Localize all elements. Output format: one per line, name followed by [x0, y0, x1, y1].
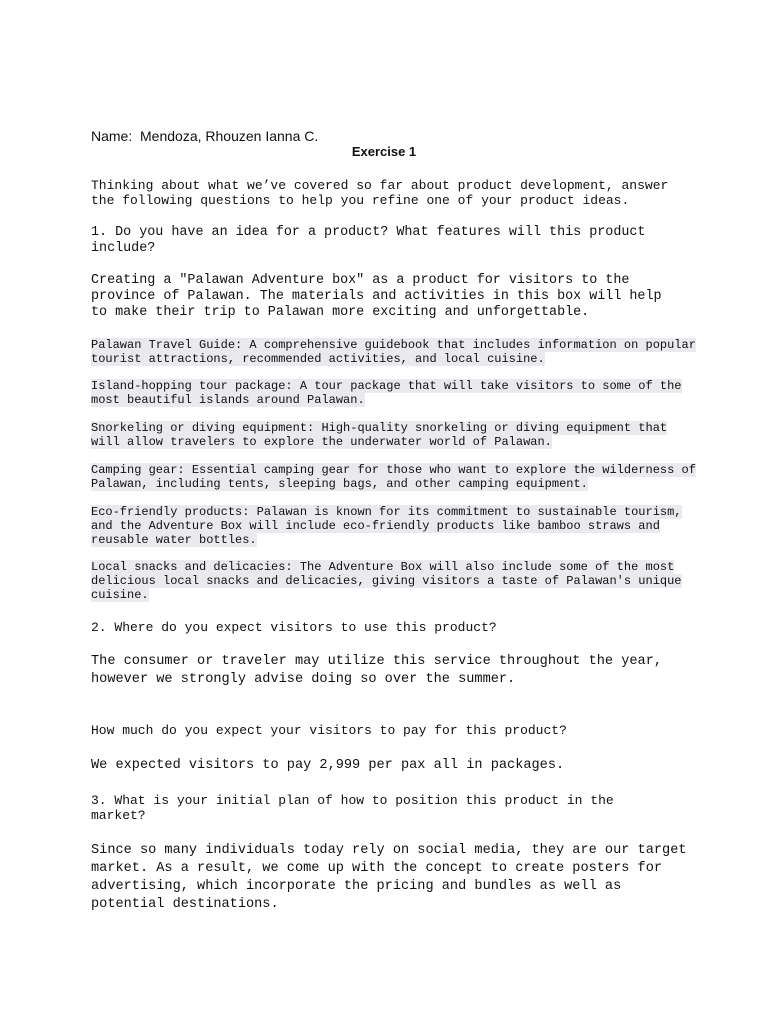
student-name: Mendoza, Rhouzen Ianna C. [140, 128, 319, 144]
exercise-title [0, 144, 768, 159]
feature-text: Camping gear: Essential camping gear for those who want to explore the wilderness of Palawan, including tents, sleeping bags, and other camping equipment. [91, 463, 696, 491]
feature-item [91, 379, 696, 407]
feature-item [91, 505, 696, 547]
feature-item [91, 560, 696, 602]
answer-2: The consumer or traveler may utilize this service throughout the year, however we strongly advise doing so over the summer. [91, 654, 663, 687]
intro-paragraph: Thinking about what we’ve covered so far about product development, answer the following questions to help you refine one of your product ideas. [91, 178, 669, 208]
question-3: 3. What is your initial plan of how to position this product in the market? [91, 793, 614, 823]
feature-text: Eco-friendly products: Palawan is known for its commitment to sustainable tourism, and the Adventure Box will include eco-friendly products like bamboo straws and reusable water bottles. [91, 505, 682, 547]
feature-text: Snorkeling or diving equipment: High-quality snorkeling or diving equipment that will allow travelers to explore the underwater world of Palawan. [91, 421, 668, 449]
price-question: How much do you expect your visitors to pay for this product? [91, 723, 567, 738]
feature-text: Palawan Travel Guide: A comprehensive guidebook that includes information on popular tourist attractions, recommended activities, and local cuisine. [91, 338, 696, 366]
feature-item [91, 338, 696, 366]
exercise-title-text: Exercise 1 [351, 144, 417, 159]
answer-1: Creating a "Palawan Adventure box" as a product for visitors to the province of Palawan. The materials and activities in this box will help to make their trip to Palawan more exciting and unforgettable. [91, 273, 662, 320]
feature-text: Island-hopping tour package: A tour package that will take visitors to some of the most beautiful islands around Palawan. [91, 379, 682, 407]
feature-text: Local snacks and delicacies: The Adventure Box will also include some of the most delicious local snacks and delicacies, giving visitors a taste of Palawan's unique cuisine. [91, 560, 682, 602]
answer-3: Since so many individuals today rely on social media, they are our target market. As a result, we come up with the concept to create posters for advertising, which incorporate the pricing and bundles as well as potential destinations. [91, 843, 687, 912]
name-label: Name: [91, 128, 133, 144]
question-1: 1. Do you have an idea for a product? What features will this product include? [91, 225, 646, 256]
price-answer: We expected visitors to pay 2,999 per pax all in packages. [91, 758, 565, 773]
name-line [91, 128, 318, 144]
feature-item [91, 421, 696, 449]
feature-item [91, 463, 696, 491]
question-2: 2. Where do you expect visitors to use this product? [91, 620, 497, 635]
